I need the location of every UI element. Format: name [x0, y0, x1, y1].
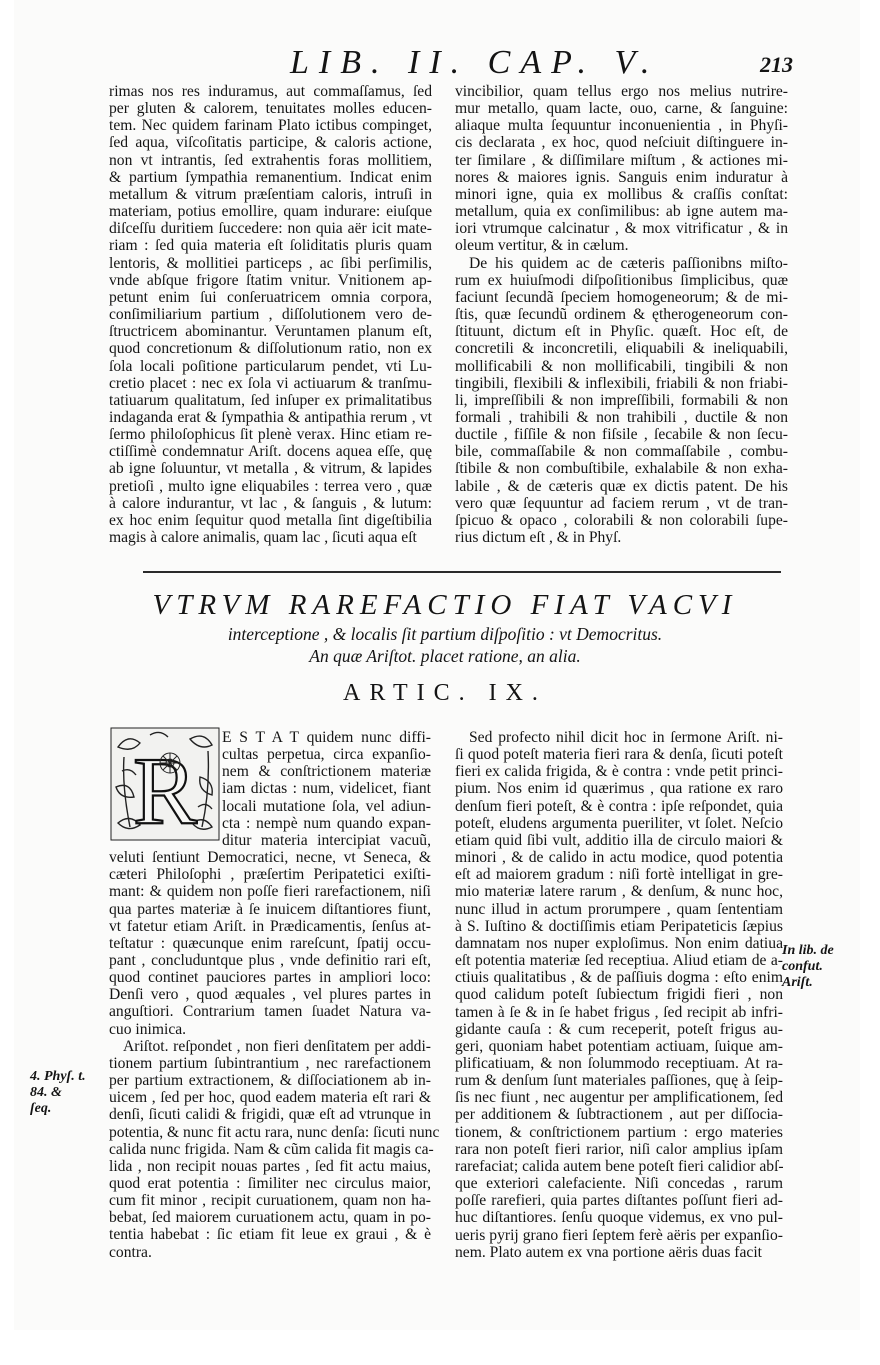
text-line: à S. Iuſtino & doctiſſimis etiam Peripateticis ſæpius — [455, 917, 783, 935]
text-line: locali mutatione ſola, vel adiun- — [222, 797, 431, 815]
article-title: VTRVM RAREFACTIO FIAT VACVI — [152, 589, 738, 621]
text-line: ſtituunt, dictum eſt in Phyſic. quæſt. Hoc eſt, de — [455, 323, 788, 341]
text-line: E S T A T quidem nunc diffi- — [222, 729, 431, 746]
bottom-left-column — [109, 849, 440, 1261]
text-line: magis à calore animalis, quam lac , ſicuti aqua eſt — [109, 529, 417, 547]
text-line: pretioſi , multo igne eliquabiles : terrea vero , quæ — [109, 477, 432, 495]
marginal-note-line: Ariſt. — [782, 975, 813, 990]
text-line: quod concretionum & diſſolutionum ratio, non ex — [109, 340, 432, 358]
text-line: iori vtrumque calcinatur , & mox vitrificatur , & in — [455, 220, 788, 238]
text-line: riam : ſed quia materia eſt ſoliditatis pluris quam — [109, 237, 432, 255]
article-number: ARTIC. IX. — [343, 680, 547, 706]
floral-drop-cap-icon — [110, 727, 220, 841]
dropcap-text-lines — [222, 729, 431, 849]
section-divider — [143, 571, 781, 573]
text-line: que exteriori calefaciente. Niſi concedas , rarum — [455, 1175, 783, 1193]
text-line: lida , non recipit nouas partes , ſed fit actu maius, — [109, 1157, 431, 1175]
decorated-initial-r — [110, 727, 220, 841]
text-line: quod calidum poteſt ſubiectum frigidi fieri , non — [455, 986, 783, 1004]
text-line: ductile , fiſſile & non fiſsile , ſecabile & non ſecu- — [455, 426, 788, 444]
text-line: plificatiuam, & non ſolummodo receptiuam. At ra- — [455, 1054, 783, 1072]
text-line: faciunt ſecundã ſpeciem homogeneorum; & de mi- — [455, 288, 788, 306]
text-line: petunt enim ſui conſeruatricem omnia corpora, — [109, 288, 432, 306]
text-line: rum & denſum ſunt materiales paſſiones, quę à ſeip- — [455, 1072, 783, 1090]
drop-cap-letter: R — [132, 737, 198, 841]
text-line: tingibili, flexibili & inflexibili, friabili & non friabi- — [455, 374, 788, 392]
text-line: tentia habebat : ſic etiam fit leue ex graui , & è — [109, 1226, 431, 1244]
text-line: Sed profecto nihil dicit hoc in ſermone Ariſt. ni- — [469, 729, 783, 746]
text-line: mio materiæ latere rarum , & denſum, & nunc hoc, — [455, 883, 783, 901]
text-line: nem & conſtrictionem materiæ — [222, 763, 431, 781]
text-line: Ariſtot. reſpondet , non fieri denſitatem per addi- — [123, 1037, 431, 1055]
text-line: materiam, potius emollire, quam indurare: eiuſque — [109, 203, 432, 221]
text-line: ſpicuo & opaco , colorabili & non colorabili ſupe- — [455, 511, 788, 529]
text-line: per gluten & calorem, tenuitates molles educen- — [109, 100, 432, 118]
text-line: cultas perpetua, circa expanſio- — [222, 746, 431, 764]
text-line: pium. Nos enim id quærimus , qua ratione ex raro — [455, 780, 783, 798]
text-line: teſtatur : quæcunque enim rareſcunt, ſpatij occu- — [109, 934, 431, 952]
text-line: indaganda erat & ſympathia & antipathia rerum , vt — [109, 408, 432, 426]
page-number: 213 — [760, 52, 793, 77]
top-right-column — [455, 83, 788, 546]
text-line: ſtis, quæ ſecundũ ordinem & ętherogeneorum con- — [455, 306, 788, 324]
text-line: qua partes materiæ à ſe inuicem diſtantiores fiunt, — [109, 900, 431, 918]
text-line: ueris pyrij grano fieri ſeptem ferè aëris per expanſio- — [455, 1226, 783, 1244]
text-line: diſceſſu duritiem ſuccedere: non quia aër icit mate- — [109, 220, 432, 238]
text-line: fieri ex calida frigida, & è contra : vnde petit princi- — [455, 763, 783, 781]
text-line: bebat, ſed maiorem curuationem actu, quam in po- — [109, 1209, 431, 1227]
text-line: nem. Plato autem ex vna portione aëris duas facit — [455, 1243, 763, 1261]
text-line: De his quidem ac de cæteris paſſionibns miſto- — [469, 254, 788, 272]
text-line: rius dictum eſt , & in Phyſ. — [455, 529, 622, 547]
text-line: cuo inimica. — [109, 1020, 187, 1038]
text-line: ctiuis qualitatibus , & de paſſiuis dogma : eſto enim — [455, 969, 783, 987]
text-line: etiam quid ſibi vult, additio illa de circulo maiori & — [455, 831, 783, 849]
text-line: ditur materia intercipiat vacuũ, — [222, 831, 431, 849]
text-line: eſt ad maiorem gradum : niſi fortè intelligat in gre- — [455, 866, 783, 884]
text-line: Denſi vero , quod æquales , vel plures partes in — [109, 986, 431, 1004]
text-line: concretili & inconcretili, eliquabili & ineliquabili, — [455, 340, 788, 358]
text-line: per additionem & ſubtractionem , aut per diſſocia- — [455, 1106, 783, 1124]
text-line: rarefaciat; calida autem bene poteſt fieri calidior abſ- — [455, 1157, 784, 1175]
text-line: minori igne, quia ex mollibus & craſſis conſtat: — [455, 185, 788, 203]
article-subtitle-line1: interceptione , & localis ſit partium diſpoſitio : vt Democritus. — [227, 624, 663, 644]
text-line: contra. — [109, 1243, 152, 1261]
text-line: eſt potentia materiæ ſed receptiua. Aliud etiam de a- — [455, 952, 783, 970]
text-line: damnatam nos nuper exploſimus. Non enim datiua — [455, 934, 783, 952]
marginal-note-line: ſeq. — [30, 1101, 52, 1116]
text-line: labile , & de cæteris quæ ex dictis patent. De his — [455, 477, 788, 495]
text-line: huc diſtantiores. ſenſu quoque videmus, ex vno pul- — [455, 1209, 783, 1227]
text-line: ſtructricem abominantur. Veruntamen planum eſt, — [109, 323, 432, 341]
text-line: calida nunc frigida. Nam & cũm calida fit magis ca- — [109, 1140, 434, 1158]
marginal-note-line: In lib. de — [782, 943, 834, 958]
text-line: vincibilior, quam tellus ergo nos melius nutrire- — [455, 83, 788, 100]
text-line: veluti ſentiunt Democratici, necne, vt Seneca, & — [109, 849, 431, 867]
page-header — [0, 44, 880, 84]
article-title-block — [100, 587, 790, 715]
text-line: cis declarata , ex hoc, quod neſciuit diſtinguere in- — [455, 134, 788, 152]
text-line: denſi, ſicuti calidi & frigidi, quæ eſt ad vtrunque in — [109, 1106, 431, 1124]
text-line: bile, commaſſabile & non commaſſabile , combu- — [455, 443, 788, 461]
text-line: metallum, quia ex conſimilibus: ab igne autem ma- — [455, 203, 788, 221]
text-line: vnde abſque frigore ſtatim vnitur. Vnitionem ap- — [109, 271, 432, 289]
marginal-note-line: 4. Phyſ. t. — [30, 1069, 86, 1084]
text-line: tionem partium ſubintrantium , nec rarefactionem — [109, 1054, 431, 1072]
text-line: cum fit minor , recipit curuationem, quam non ha- — [109, 1192, 431, 1210]
text-line: li, impreſſibili & non impreſſibili, formabili & non — [455, 391, 788, 409]
text-line: poſſe rarefieri, quia partes diſtantes poſſunt fieri ad- — [455, 1192, 783, 1210]
text-line: ſtibile & non combuſtibile, exhalabile & non exha- — [455, 460, 788, 478]
text-line: ab igne ſoluuntur, vt metalla , & vitrum, & lapides — [109, 460, 432, 478]
text-line: rimas nos res induramus, aut commaſſamus, ſed — [109, 83, 432, 100]
text-line: ſi quod poteſt materia fieri rara & denſa, ſicuti poteſt — [455, 746, 783, 764]
text-line: nores & maiores ignis. Sanguis enim induratur à — [455, 168, 788, 186]
text-line: tionem, & conſtrictionem partium : ergo materies — [455, 1123, 783, 1141]
text-line: cæteri Philoſophi , præſertim Peripatetici exiſti- — [109, 866, 431, 884]
text-line: vt fatetur etiam Ariſt. in Prædicamentis, ſenſus at- — [109, 917, 431, 935]
marginal-note-line: 84. & — [30, 1085, 62, 1100]
marginal-note-left — [30, 1069, 105, 1117]
text-line: potentia, & nunc fit actu rara, nunc denſa: ſicuti nunc — [109, 1123, 440, 1141]
text-line: ctiſſimè condemnatur Ariſt. docens aquea eſſe, quę — [109, 443, 432, 461]
text-line: mollificabili & non mollificabili, tingibili & non — [455, 357, 788, 375]
text-line: lentoris, & mollitiei particeps , ac ſibi perſimilis, — [109, 254, 432, 272]
text-line: poteſt, eludens argumenta pueriliter, vt ſolet. Neſcio — [455, 814, 783, 832]
text-line: non vt intrantis, ſed extrahentis foras mollitiem, — [109, 151, 432, 169]
text-line: tem. Nec quidem farinam Plato ictibus compinget, — [109, 117, 432, 135]
text-line: pant , concluduntque plus , vnde definitio rari eſt, — [109, 951, 431, 969]
text-line: metallum & vitrum præſentiam caloris, intruſi in — [109, 185, 432, 203]
bottom-right-column — [455, 729, 783, 1261]
text-line: ſermo philoſophicus ſit plenè verax. Hinc etiam re- — [109, 426, 432, 444]
text-line: quod erat potentia : ſimiliter nec circulus maior, — [109, 1175, 431, 1193]
text-line: mur metallo, quam lacte, ouo, carne, & ſanguine: — [455, 100, 788, 118]
text-line: & partium ſympathia remanentium. Indicat enim — [109, 168, 432, 186]
text-line: cretio placet : nec ex ſola vi actiuarum & tranſmu- — [109, 374, 432, 392]
text-line: cta : nempè num quando expan- — [222, 814, 431, 832]
text-line: ſis nec fiunt , nec augentur per amplificationem, ſed — [455, 1089, 783, 1107]
running-head: LIB. II. CAP. V. — [290, 44, 660, 81]
text-line: denſum fieri poteſt, & è contra : ipſe reſpondet, quia — [455, 797, 783, 815]
text-line: ex hoc enim ſequitur quod metalla ſint digeſtibilia — [109, 511, 432, 529]
text-line: oleum vertitur, & in cælum. — [455, 237, 629, 255]
text-line: vero quæ ſequuntur ad faciem rerum , vt de tran- — [455, 494, 788, 512]
text-line: gidante cauſa : & cum receperit, poteſt frigus au- — [455, 1020, 783, 1038]
text-line: tatiuarum qualitatum, ſed inſuper ex primalitatibus — [109, 391, 432, 409]
text-line: formali , trahibili & non trahibili , ductile & non — [455, 408, 788, 426]
text-line: ſed aqua, viſcoſitatis participe, & caloris actione, — [109, 134, 432, 152]
marginal-note-line: confut. — [782, 959, 823, 974]
marginal-note-right — [782, 943, 860, 991]
text-line: rum ex huiuſmodi diſpoſitionibus ſimplicibus, quæ — [455, 271, 788, 289]
text-line: geri, quoniam habet potentiam actiuam, ſuique am- — [455, 1037, 783, 1055]
text-line: minori , & de calido in actu modice, quod potentia — [455, 849, 783, 867]
text-line: per partium extractionem, & diſſociationem ab in- — [109, 1072, 431, 1090]
text-line: tamen à ſe & in ſe habet frigus , ſed recipit ab infri- — [455, 1003, 783, 1021]
text-line: à calore indurantur, vt lac , & ſanguis , & lutum: — [109, 494, 432, 512]
text-line: rara non poteſt fieri rarior, niſi calor amplius ipſam — [455, 1140, 783, 1158]
text-line: iam dictas : num, videlicet, fiant — [222, 780, 431, 798]
text-line: uicem , ſed per hoc, quod eadem materia eſt rari & — [109, 1089, 431, 1107]
text-line: aliaque multa ſequuntur inconuenientia , in Phyſi- — [455, 117, 788, 135]
text-line: mant: & quidem non poſſe fieri rarefactionem, niſi — [109, 883, 431, 901]
text-line: ter ſimilare , & diſſimilare miſtum , & actiones mi- — [455, 151, 788, 169]
text-line: ſola locali poſitione particularum pendet, vti Lu- — [109, 357, 432, 375]
top-left-column — [109, 83, 432, 546]
text-line: nunc illud in actum prorumpere , quam ſententiam — [455, 900, 783, 918]
text-line: conſimiliarium partium , diſſolutionem vero de- — [109, 306, 432, 324]
text-line: anguſtiori. Contrarium tamen ſuadet Natura va- — [109, 1003, 431, 1021]
text-line: quod continet pauciores partes in ampliori loco: — [109, 969, 431, 987]
article-subtitle-line2: An quæ Ariſtot. placet ratione, an alia. — [309, 646, 581, 666]
